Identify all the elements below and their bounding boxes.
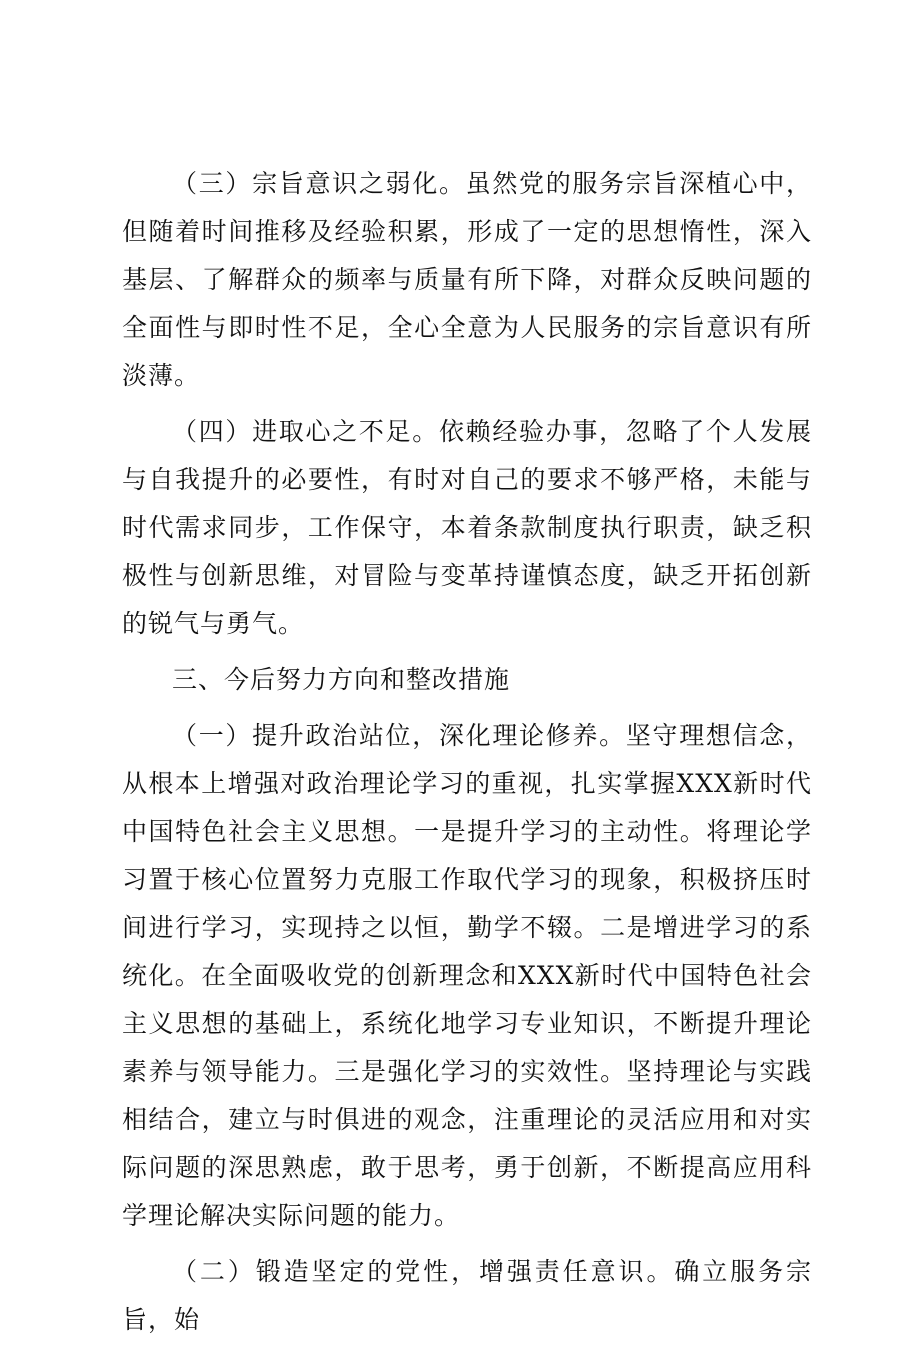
paragraph-political-theory: （一）提升政治站位，深化理论修养。坚守理想信念，从根本上增强对政治理论学习的重视，扎实掌握XXX新时代中国特色社会主义思想。一是提升学习的主动性。将理论学习置于核心位置努力克服工作取代学习的现象，积极挤压时间进行学习，实现持之以恒，勤学不辍。二是增进学习的系统化。在全面吸收党的创新理念和XXX新时代中国特色社会主义思想的基础上，系统化地学习专业知识，不断提升理论素养与领导能力。三是强化学习的实效性。坚持理论与实践相结合，建立与时俱进的观念，注重理论的灵活应用和对实际问题的深思熟虑，敢于思考，勇于创新，不断提高应用科学理论解决实际问题的能力。 xyxy=(122,721,812,1230)
paragraph-purpose-awareness: （三）宗旨意识之弱化。虽然党的服务宗旨深植心中，但随着时间推移及经验积累，形成了一定的思想惰性，深入基层、了解群众的频率与质量有所下降，对群众反映问题的全面性与即时性不足，全心全意为人民服务的宗旨意识有所淡薄。 xyxy=(122,169,812,390)
paragraph-enterprising-spirit: （四）进取心之不足。依赖经验办事，忽略了个人发展与自我提升的必要性，有时对自己的要求不够严格，未能与时代需求同步，工作保守，本着条款制度执行职责，缺乏积极性与创新思维，对冒险与变革持谨慎态度，缺乏开拓创新的锐气与勇气。 xyxy=(122,417,812,638)
section-heading-improvement-measures: 三、今后努力方向和整改措施 xyxy=(172,665,511,694)
document-body xyxy=(122,160,812,1352)
paragraph-party-spirit: （二）锻造坚定的党性，增强责任意识。确立服务宗旨，始 xyxy=(122,1257,812,1334)
